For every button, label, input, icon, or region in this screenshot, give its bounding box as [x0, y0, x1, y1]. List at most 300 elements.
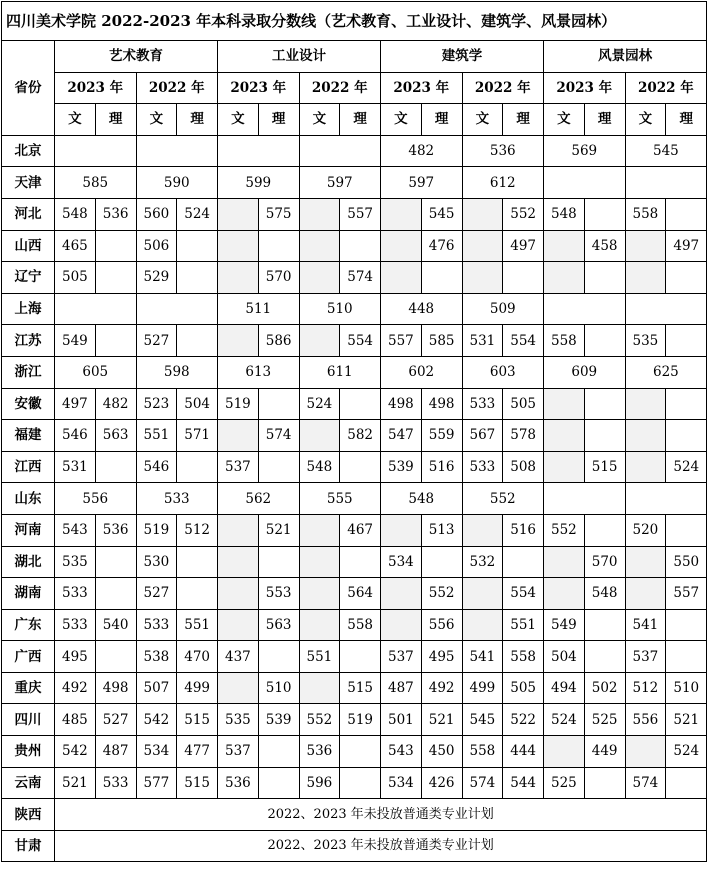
score-cell: 554: [503, 578, 544, 610]
score-cell: 525: [584, 704, 625, 736]
score-cell: 524: [544, 704, 585, 736]
score-cell: [299, 230, 340, 262]
score-cell: 527: [95, 704, 136, 736]
score-cell: 487: [95, 736, 136, 768]
score-cell: 510: [299, 293, 381, 325]
score-cell: [340, 388, 381, 420]
score-cell: 521: [666, 704, 707, 736]
score-cell: 567: [462, 420, 503, 452]
year-header: 2023 年: [544, 72, 626, 104]
table-row: [2, 641, 707, 673]
score-cell: [544, 167, 626, 199]
score-cell: [218, 420, 259, 452]
score-cell: [666, 262, 707, 294]
score-cell: 487: [381, 672, 422, 704]
score-cell: [340, 736, 381, 768]
score-cell: [666, 420, 707, 452]
score-cell: 525: [544, 767, 585, 799]
score-cell: 546: [136, 451, 177, 483]
score-cell: 569: [544, 135, 626, 167]
score-cell: 562: [218, 483, 300, 515]
province-cell: 四川: [2, 704, 55, 736]
track-header: 文: [218, 104, 259, 136]
score-cell: 555: [299, 483, 381, 515]
score-cell: 536: [462, 135, 544, 167]
score-cell: [625, 546, 666, 578]
score-cell: [340, 230, 381, 262]
table-row: [2, 767, 707, 799]
score-cell: [95, 451, 136, 483]
score-cell: 552: [544, 514, 585, 546]
year-header: 2022 年: [299, 72, 381, 104]
score-cell: 563: [95, 420, 136, 452]
score-cell: [625, 293, 707, 325]
score-cell: [381, 578, 422, 610]
score-cell: 570: [258, 262, 299, 294]
score-cell: 535: [218, 704, 259, 736]
score-cell: [503, 262, 544, 294]
major-header-landscape: 风景园林: [544, 41, 707, 73]
score-cell: 539: [258, 704, 299, 736]
score-cell: 534: [136, 736, 177, 768]
score-cell: [340, 641, 381, 673]
score-cell: 547: [381, 420, 422, 452]
major-header-architecture: 建筑学: [381, 41, 544, 73]
score-cell: 523: [136, 388, 177, 420]
score-cell: 512: [177, 514, 218, 546]
score-cell: 575: [258, 198, 299, 230]
score-cell: 558: [462, 736, 503, 768]
score-cell: 492: [55, 672, 96, 704]
score-cell: 536: [95, 514, 136, 546]
score-cell: 495: [421, 641, 462, 673]
table-row: [2, 135, 707, 167]
score-cell: 548: [584, 578, 625, 610]
score-cell: 516: [421, 451, 462, 483]
province-cell: 安徽: [2, 388, 55, 420]
score-cell: [177, 546, 218, 578]
table-row: [2, 325, 707, 357]
province-cell: 甘肃: [2, 830, 55, 862]
score-cell: [95, 325, 136, 357]
score-cell: 558: [503, 641, 544, 673]
score-cell: [584, 198, 625, 230]
score-cell: [299, 514, 340, 546]
score-cell: 498: [95, 672, 136, 704]
score-cell: 574: [625, 767, 666, 799]
score-cell: 519: [340, 704, 381, 736]
score-cell: [462, 230, 503, 262]
province-cell: 江西: [2, 451, 55, 483]
province-cell: 福建: [2, 420, 55, 452]
score-cell: 611: [299, 356, 381, 388]
track-header: 理: [95, 104, 136, 136]
table-row: [2, 609, 707, 641]
score-cell: [258, 546, 299, 578]
score-cell: 524: [666, 736, 707, 768]
score-cell: 534: [381, 546, 422, 578]
score-cell: [544, 546, 585, 578]
score-cell: 502: [584, 672, 625, 704]
score-cell: 529: [136, 262, 177, 294]
score-cell: 519: [136, 514, 177, 546]
province-cell: 上海: [2, 293, 55, 325]
score-cell: [95, 578, 136, 610]
province-cell: 河北: [2, 198, 55, 230]
score-cell: 556: [55, 483, 137, 515]
score-cell: 531: [462, 325, 503, 357]
score-cell: [218, 135, 300, 167]
score-cell: [136, 135, 218, 167]
score-cell: 512: [625, 672, 666, 704]
score-cell: 552: [421, 578, 462, 610]
score-cell: 552: [462, 483, 544, 515]
score-cell: 560: [136, 198, 177, 230]
table-title: 四川美术学院 2022-2023 年本科录取分数线（艺术教育、工业设计、建筑学、风景园林）: [2, 2, 707, 41]
score-cell: 549: [55, 325, 96, 357]
score-cell: [258, 451, 299, 483]
score-cell: 533: [55, 609, 96, 641]
score-cell: 505: [503, 388, 544, 420]
score-cell: 515: [177, 704, 218, 736]
table-row: [2, 198, 707, 230]
province-cell: 广东: [2, 609, 55, 641]
score-cell: 554: [503, 325, 544, 357]
score-cell: 558: [340, 609, 381, 641]
score-cell: 527: [136, 578, 177, 610]
score-cell: [299, 198, 340, 230]
score-cell: 586: [258, 325, 299, 357]
score-cell: 602: [381, 356, 463, 388]
track-header: 理: [421, 104, 462, 136]
score-cell: [666, 325, 707, 357]
table-row: [2, 230, 707, 262]
score-cell: [299, 672, 340, 704]
score-cell: 521: [258, 514, 299, 546]
score-cell: 516: [503, 514, 544, 546]
score-cell: 448: [381, 293, 463, 325]
score-cell: [381, 609, 422, 641]
year-header: 2023 年: [218, 72, 300, 104]
score-cell: [544, 736, 585, 768]
score-cell: 564: [340, 578, 381, 610]
score-cell: [625, 736, 666, 768]
table-row: [2, 167, 707, 199]
score-cell: [584, 420, 625, 452]
table-row: [2, 736, 707, 768]
score-cell: 574: [340, 262, 381, 294]
score-cell: 545: [462, 704, 503, 736]
province-cell: 山东: [2, 483, 55, 515]
score-cell: 609: [544, 356, 626, 388]
score-cell: 504: [544, 641, 585, 673]
score-cell: 542: [55, 736, 96, 768]
score-cell: 548: [299, 451, 340, 483]
score-cell: [666, 609, 707, 641]
score-cell: [625, 420, 666, 452]
score-cell: 530: [136, 546, 177, 578]
score-cell: [625, 451, 666, 483]
score-cell: 553: [258, 578, 299, 610]
score-cell: 582: [340, 420, 381, 452]
score-cell: 598: [136, 356, 218, 388]
track-header: 理: [258, 104, 299, 136]
year-header: 2022 年: [136, 72, 218, 104]
score-cell: [55, 135, 137, 167]
score-cell: 536: [299, 736, 340, 768]
score-cell: 492: [421, 672, 462, 704]
score-cell: [666, 388, 707, 420]
score-cell: 444: [503, 736, 544, 768]
score-cell: 519: [218, 388, 259, 420]
score-cell: [381, 262, 422, 294]
score-cell: 585: [55, 167, 137, 199]
province-cell: 浙江: [2, 356, 55, 388]
score-cell: [462, 262, 503, 294]
score-cell: 612: [462, 167, 544, 199]
score-cell: 548: [381, 483, 463, 515]
score-cell: 536: [218, 767, 259, 799]
province-cell: 河南: [2, 514, 55, 546]
score-cell: 540: [95, 609, 136, 641]
score-cell: [584, 262, 625, 294]
score-cell: 543: [381, 736, 422, 768]
score-cell: [462, 514, 503, 546]
score-cell: [544, 262, 585, 294]
score-cell: 477: [177, 736, 218, 768]
score-cell: 556: [421, 609, 462, 641]
score-cell: 498: [421, 388, 462, 420]
score-cell: 552: [503, 198, 544, 230]
score-cell: 499: [462, 672, 503, 704]
score-cell: 541: [625, 609, 666, 641]
province-cell: 江苏: [2, 325, 55, 357]
score-cell: 597: [381, 167, 463, 199]
score-cell: 450: [421, 736, 462, 768]
score-cell: 533: [55, 578, 96, 610]
table-row: [2, 830, 707, 862]
score-cell: 534: [381, 767, 422, 799]
score-cell: [625, 578, 666, 610]
score-cell: 574: [462, 767, 503, 799]
score-cell: 549: [544, 609, 585, 641]
score-cell: 497: [666, 230, 707, 262]
table-row: [2, 420, 707, 452]
score-cell: 545: [421, 198, 462, 230]
score-cell: [625, 167, 707, 199]
score-cell: [421, 262, 462, 294]
score-cell: 465: [55, 230, 96, 262]
score-cell: 501: [381, 704, 422, 736]
score-cell: 603: [462, 356, 544, 388]
score-cell: 551: [136, 420, 177, 452]
score-cell: [625, 262, 666, 294]
score-cell: [218, 262, 259, 294]
score-cell: 505: [55, 262, 96, 294]
track-header: 文: [544, 104, 585, 136]
table-row: [2, 483, 707, 515]
score-cell: 552: [299, 704, 340, 736]
score-cell: 533: [136, 609, 177, 641]
score-cell: 437: [218, 641, 259, 673]
score-cell: [299, 578, 340, 610]
score-cell: 524: [299, 388, 340, 420]
score-cell: 538: [136, 641, 177, 673]
score-cell: 533: [95, 767, 136, 799]
score-cell: [177, 262, 218, 294]
score-cell: 548: [55, 198, 96, 230]
score-cell: [584, 609, 625, 641]
score-cell: [340, 546, 381, 578]
score-cell: 449: [584, 736, 625, 768]
score-cell: 508: [503, 451, 544, 483]
score-cell: 499: [177, 672, 218, 704]
score-cell: 551: [299, 641, 340, 673]
score-cell: [625, 388, 666, 420]
score-cell: [95, 546, 136, 578]
score-cell: [258, 736, 299, 768]
table-row: [2, 672, 707, 704]
score-cell: [258, 767, 299, 799]
score-cell: 605: [55, 356, 137, 388]
year-header: 2022 年: [462, 72, 544, 104]
major-header-art-education: 艺术教育: [55, 41, 218, 73]
score-cell: 596: [299, 767, 340, 799]
score-cell: 544: [503, 767, 544, 799]
table-row: [2, 799, 707, 831]
score-cell: [462, 609, 503, 641]
track-header: 理: [503, 104, 544, 136]
score-cell: [218, 514, 259, 546]
score-cell: 458: [584, 230, 625, 262]
score-cell: [503, 546, 544, 578]
score-cell: [544, 451, 585, 483]
score-cell: 558: [544, 325, 585, 357]
score-cell: [666, 198, 707, 230]
score-cell: 556: [625, 704, 666, 736]
table-row: [2, 578, 707, 610]
score-cell: 511: [218, 293, 300, 325]
province-cell: 湖南: [2, 578, 55, 610]
score-cell: 495: [55, 641, 96, 673]
score-cell: 522: [503, 704, 544, 736]
score-cell: [544, 578, 585, 610]
score-cell: 546: [55, 420, 96, 452]
score-cell: [584, 641, 625, 673]
score-cell: [218, 546, 259, 578]
track-header: 理: [340, 104, 381, 136]
province-cell: 贵州: [2, 736, 55, 768]
score-cell: [177, 230, 218, 262]
score-cell: 535: [625, 325, 666, 357]
province-cell: 北京: [2, 135, 55, 167]
province-cell: 陕西: [2, 799, 55, 831]
score-cell: 578: [503, 420, 544, 452]
score-cell: [340, 767, 381, 799]
score-cell: [584, 767, 625, 799]
table-row: [2, 356, 707, 388]
score-cell: 521: [55, 767, 96, 799]
score-cell: 509: [462, 293, 544, 325]
score-cell: [666, 641, 707, 673]
track-header: 文: [381, 104, 422, 136]
score-cell: 482: [381, 135, 463, 167]
track-header: 文: [299, 104, 340, 136]
score-cell: [218, 230, 259, 262]
score-cell: [177, 578, 218, 610]
score-cell: 476: [421, 230, 462, 262]
score-cell: 537: [381, 641, 422, 673]
score-cell: 557: [381, 325, 422, 357]
score-cell: [299, 546, 340, 578]
score-cell: 515: [177, 767, 218, 799]
score-cell: [544, 293, 626, 325]
score-cell: 585: [421, 325, 462, 357]
province-cell: 广西: [2, 641, 55, 673]
table-row: [2, 262, 707, 294]
score-cell: 470: [177, 641, 218, 673]
score-cell: 527: [136, 325, 177, 357]
score-cell: 570: [584, 546, 625, 578]
score-cell: [136, 293, 218, 325]
score-cell: [218, 325, 259, 357]
province-cell: 云南: [2, 767, 55, 799]
score-cell: [625, 230, 666, 262]
table-row: [2, 293, 707, 325]
table-row: [2, 546, 707, 578]
score-cell: 545: [625, 135, 707, 167]
score-cell: 537: [218, 451, 259, 483]
score-cell: [299, 262, 340, 294]
year-header: 2023 年: [381, 72, 463, 104]
admission-score-table: [1, 1, 707, 862]
score-cell: 515: [340, 672, 381, 704]
track-header: 理: [177, 104, 218, 136]
score-cell: [95, 641, 136, 673]
score-cell: [177, 451, 218, 483]
score-cell: [340, 451, 381, 483]
score-cell: [666, 767, 707, 799]
score-cell: 550: [666, 546, 707, 578]
score-cell: 599: [218, 167, 300, 199]
province-cell: 辽宁: [2, 262, 55, 294]
score-cell: 548: [544, 198, 585, 230]
score-cell: 524: [666, 451, 707, 483]
major-header-industrial-design: 工业设计: [218, 41, 381, 73]
score-cell: [584, 388, 625, 420]
score-cell: [544, 388, 585, 420]
no-plan-note: 2022、2023 年未投放普通类专业计划: [55, 799, 707, 831]
score-cell: 571: [177, 420, 218, 452]
province-cell: 山西: [2, 230, 55, 262]
score-cell: [299, 135, 381, 167]
score-cell: 521: [421, 704, 462, 736]
score-cell: 557: [340, 198, 381, 230]
score-cell: 515: [584, 451, 625, 483]
score-cell: [584, 514, 625, 546]
province-header: 省份: [2, 41, 55, 136]
score-cell: 533: [462, 388, 503, 420]
score-cell: 543: [55, 514, 96, 546]
score-cell: [666, 514, 707, 546]
score-cell: [544, 420, 585, 452]
table-row: [2, 514, 707, 546]
score-cell: 554: [340, 325, 381, 357]
score-cell: [544, 483, 626, 515]
province-cell: 天津: [2, 167, 55, 199]
score-cell: 520: [625, 514, 666, 546]
score-cell: 513: [421, 514, 462, 546]
